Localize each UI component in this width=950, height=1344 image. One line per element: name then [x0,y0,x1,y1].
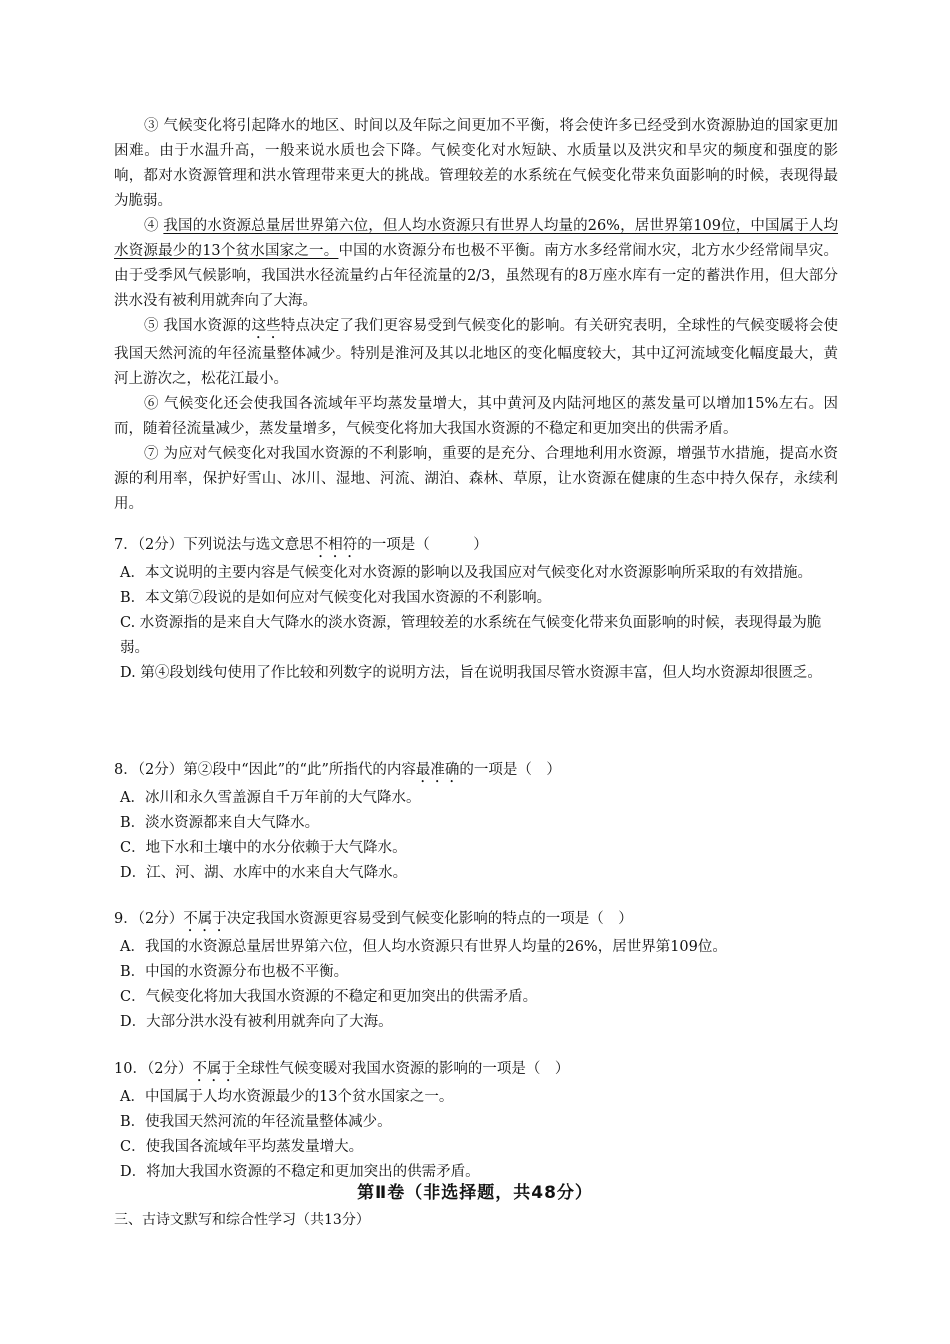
option-b[interactable]: B．使我国天然河流的年径流量整体减少。 [120,1114,392,1130]
stem-text: 9．（2分） [114,911,184,927]
question-stem [114,907,844,935]
paragraph-6: ⑥ 气候变化还会使我国各流域年平均蒸发量增大，其中黄河及内陆河地区的蒸发量可以增加15%左右。因而，随着径流量减少，蒸发量增多，气候变化将加大我国水资源的不稳定和更加突出的供需矛盾。 [114,396,838,437]
paragraph-5-start: ⑤ 我国水资源的 [144,318,252,334]
question-stem [114,1057,844,1085]
option-c[interactable]: C. 水资源指的是来自大气降水的淡水资源，管理较差的水系统在气候变化带来负面影响的时候，表现得最为脆弱。 [120,615,822,656]
section-3-title: 三、古诗文默写和综合性学习（共13分） [114,1212,370,1228]
option-a[interactable]: A．我国的水资源总量居世界第六位，但人均水资源只有世界人均量的26%，居世界第109位。 [120,939,727,955]
option-b[interactable]: B．中国的水资源分布也极不平衡。 [120,964,349,980]
option-d[interactable]: D．大部分洪水没有被利用就奔向了大海。 [120,1014,393,1030]
paragraph-3: ③ 气候变化将引起降水的地区、时间以及年际之间更加不平衡，将会使许多已经受到水资源胁迫的国家更加困难。由于水温升高，一般来说水质也会下降。气候变化对水短缺、水质量以及洪灾和旱灾的频度和强度的影响，都对水资源管理和洪水管理带来更大的挑战。管理较差的水系统在气候变化带来负面影响的时候，表现得最为脆弱。 [114,118,838,209]
stem-text: 10．（2分） [114,1061,193,1077]
question-stem [114,533,844,561]
option-b[interactable]: B．本文第⑦段说的是如何应对气候变化对我国水资源的不利影响。 [120,590,552,606]
option-a[interactable]: A．冰川和永久雪盖源自千万年前的大气降水。 [120,790,421,806]
option-c[interactable]: C．气候变化将加大我国水资源的不稳定和更加突出的供需矛盾。 [120,989,538,1005]
option-a[interactable]: A．中国属于人均水资源最少的13个贫水国家之一。 [120,1089,454,1105]
option-d[interactable]: D．江、河、湖、水库中的水来自大气降水。 [120,865,408,881]
paragraph-5 [114,314,838,392]
paragraph-4 [114,214,838,314]
question-10 [114,1057,844,1185]
stem-text: 7．（2分）下列说法与选文意思 [114,537,314,553]
option-b[interactable]: B．淡水资源都来自大气降水。 [120,815,320,831]
question-stem [114,758,844,786]
paragraph-5-end: 特点决定了我们更容易受到气候变化的影响。有关研究表明，全球性的气候变暖将会使我国天然河流的年径流量整体减少。特别是淮河及其以北地区的变化幅度较大，其中辽河流域变化幅度最大，黄河上游次之，松花江最小。 [114,318,839,387]
underlined-sentence: 我国的水资源总量居世界第六位，但人均水资源只有世界人均量的26%，居世界第109位，中国属于人均水资源最少的13个贫水国家之一。 [114,218,838,259]
option-c[interactable]: C．地下水和土壤中的水分依赖于大气降水。 [120,840,407,856]
option-d[interactable]: D．将加大我国水资源的不稳定和更加突出的供需矛盾。 [120,1164,480,1180]
question-7 [114,533,844,686]
emphasized-word: 这些 [251,318,281,334]
option-c[interactable]: C．使我国各流域年平均蒸发量增大。 [120,1139,364,1155]
stem-emphasis: 不属于 [183,911,227,927]
question-8 [114,758,844,886]
stem-emphasis: 最准确 [415,762,460,778]
stem-text-end: 的一项是（ ） [459,762,561,778]
stem-text-end: 的一项是（ ） [357,537,488,553]
stem-text: 8．（2分）第②段中“因此”的“此”所指代的内容 [114,762,416,778]
paragraph-4-rest: 中国的水资源分布也极不平衡。南方水多经常闹水灾，北方水少经常闹旱灾。由于受季风气候影响，我国洪水径流量约占年径流量的2/3，虽然现有的8万座水库有一定的蓄洪作用，但大部分洪水没有被利用就奔向了大海。 [114,243,838,309]
part-2-heading: 第Ⅱ卷（非选择题，共48分） [357,1183,593,1203]
stem-text-end: 全球性气候变暖对我国水资源的影响的一项是（ ） [235,1061,570,1077]
option-a[interactable]: A．本文说明的主要内容是气候变化对水资源的影响以及我国应对气候变化对水资源影响所采取的有效措施。 [120,565,812,581]
stem-text-end: 决定我国水资源更容易受到气候变化影响的特点的一项是（ ） [226,911,633,927]
stem-emphasis: 不相符 [313,537,358,553]
passage [114,114,838,517]
paragraph-4-prefix: ④ [144,218,164,234]
paragraph-7: ⑦ 为应对气候变化对我国水资源的不利影响，重要的是充分、合理地利用水资源，增强节水措施，提高水资源的利用率，保护好雪山、冰川、湿地、河流、湖泊、森林、草原，让水资源在健康的生态中持久保存，永续利用。 [114,446,838,512]
option-d[interactable]: D. 第④段划线句使用了作比较和列数字的说明方法，旨在说明我国尽管水资源丰富，但人均水资源却很匮乏。 [120,665,822,681]
question-9 [114,907,844,1035]
stem-emphasis: 不属于 [192,1061,236,1077]
